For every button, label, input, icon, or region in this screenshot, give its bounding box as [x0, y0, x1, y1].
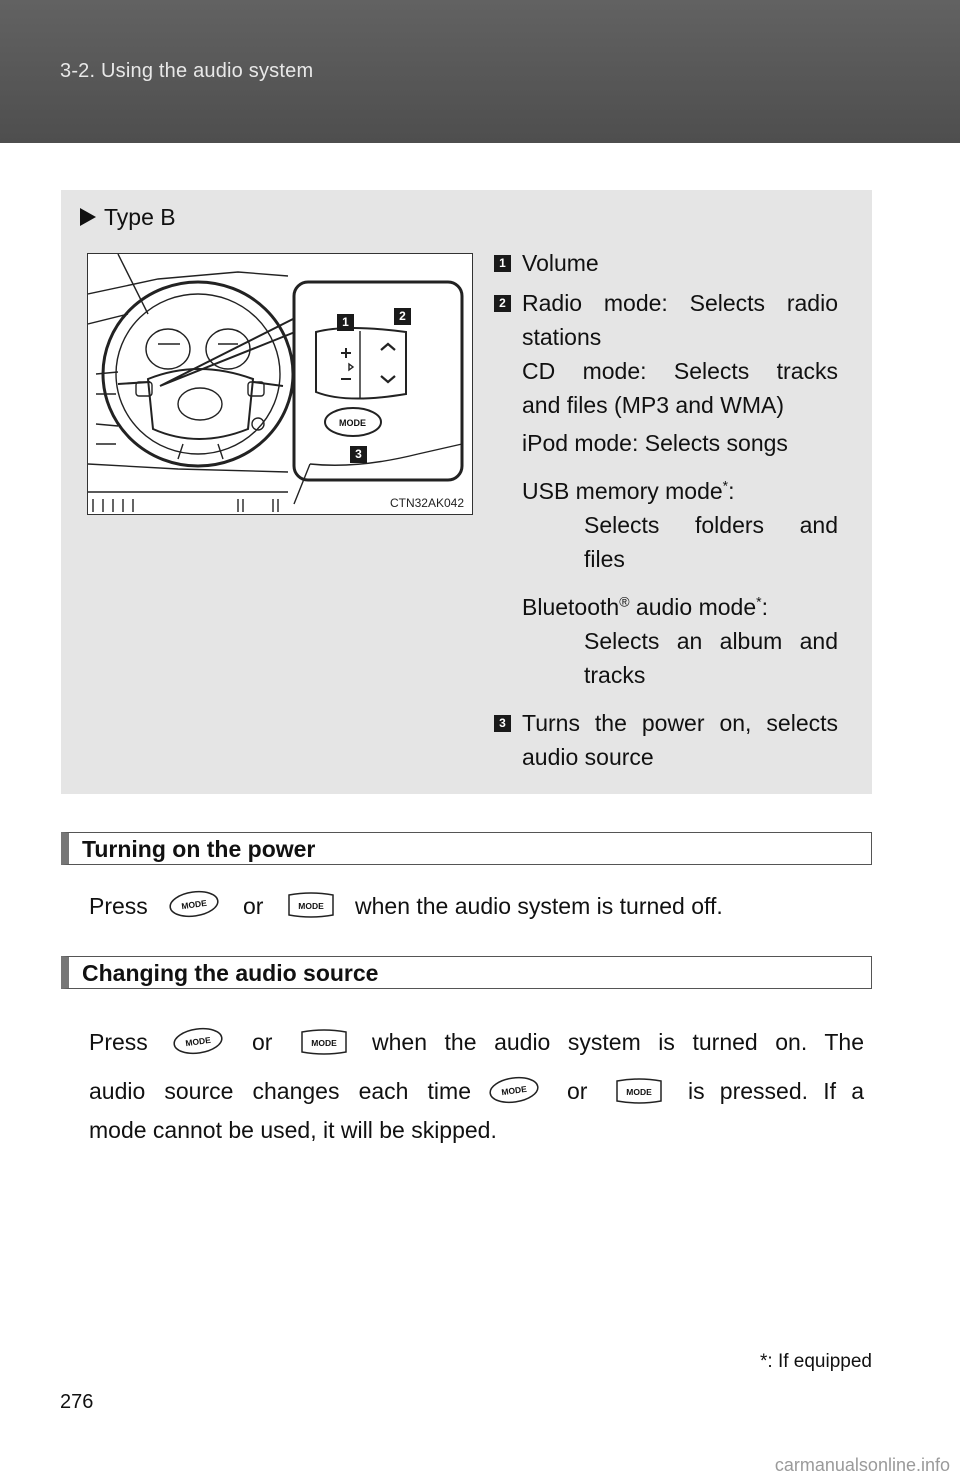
figure-label-3: 3 [350, 446, 367, 463]
mode-switch-icon [299, 1028, 349, 1056]
svg-text:MODE: MODE [298, 901, 324, 911]
svg-text:MODE: MODE [311, 1038, 337, 1048]
legend-num-2: 2 [494, 295, 511, 312]
legend-num-3: 3 [494, 715, 511, 732]
section2-press: Press [89, 1029, 148, 1055]
section-heading-source: Changing the audio source [61, 956, 872, 989]
legend-item-select [499, 286, 838, 692]
svg-text:MODE: MODE [626, 1087, 652, 1097]
section2-line2-b: is pressed. If a [688, 1078, 864, 1104]
legend-usb-desc1: Selects folders and [584, 512, 838, 538]
section2-line2-a: audio source changes each time [89, 1078, 471, 1104]
legend-power-line2: audio source [522, 744, 654, 770]
legend-item-volume [499, 246, 838, 280]
legend-num-1: 1 [494, 255, 511, 272]
section-title: 3-2. Using the audio system [60, 60, 314, 82]
svg-text:MODE: MODE [500, 1083, 528, 1098]
page-header [0, 0, 960, 143]
section2-line3: mode cannot be used, it will be skipped. [89, 1117, 497, 1143]
triangle-bullet-icon [80, 208, 96, 226]
steering-wheel-illustration [87, 253, 473, 515]
legend-bt-desc2: tracks [584, 662, 646, 688]
svg-text:MODE: MODE [184, 1034, 212, 1049]
legend-radio-line1: Radio mode: Selects radio [522, 290, 838, 316]
type-line [80, 204, 176, 231]
section2-or2: or [567, 1078, 588, 1104]
legend-cd-line1: CD mode: Selects tracks [522, 358, 838, 384]
type-label: Type B [104, 204, 176, 230]
footnote-mark: * [760, 1351, 768, 1372]
section1-or: or [243, 893, 264, 919]
legend-usb-desc2: files [584, 546, 625, 572]
legend-power-line1: Turns the power on, selects [522, 710, 838, 736]
footnote-text: : If equipped [767, 1351, 872, 1372]
section2-or1: or [252, 1029, 273, 1055]
mode-button-icon [172, 1026, 224, 1056]
footnote [760, 1351, 872, 1373]
figure-label-2: 2 [394, 308, 411, 325]
page-number: 276 [60, 1391, 94, 1413]
mode-button-icon [168, 889, 220, 919]
svg-text:MODE: MODE [180, 897, 208, 912]
mode-switch-icon [614, 1077, 664, 1105]
legend-text-volume: Volume [522, 250, 599, 276]
watermark: carmanualsonline.info [774, 1455, 950, 1475]
legend-radio-line2: stations [522, 324, 602, 350]
legend-usb-label: USB memory mode*: [522, 477, 735, 504]
section1-rest: when the audio system is turned off. [355, 893, 723, 919]
mode-label: MODE [339, 418, 366, 428]
legend-bt-label: Bluetooth® audio mode*: [522, 593, 768, 620]
figure-label-1: 1 [337, 314, 354, 331]
legend-item-power [499, 706, 838, 774]
legend-ipod: iPod mode: Selects songs [522, 430, 788, 456]
legend-cd-line2: and files (MP3 and WMA) [522, 392, 785, 418]
mode-button-icon [488, 1075, 540, 1105]
mode-switch-icon [286, 891, 336, 919]
legend-bt-desc1: Selects an album and [584, 628, 838, 654]
section2-line1-rest: when the audio system is turned on. The [372, 1029, 864, 1055]
steering-wheel-drawing [88, 254, 473, 515]
section1-press: Press [89, 893, 148, 919]
section-heading-power: Turning on the power [61, 832, 872, 865]
figure-code: CTN32AK042 [389, 496, 464, 510]
